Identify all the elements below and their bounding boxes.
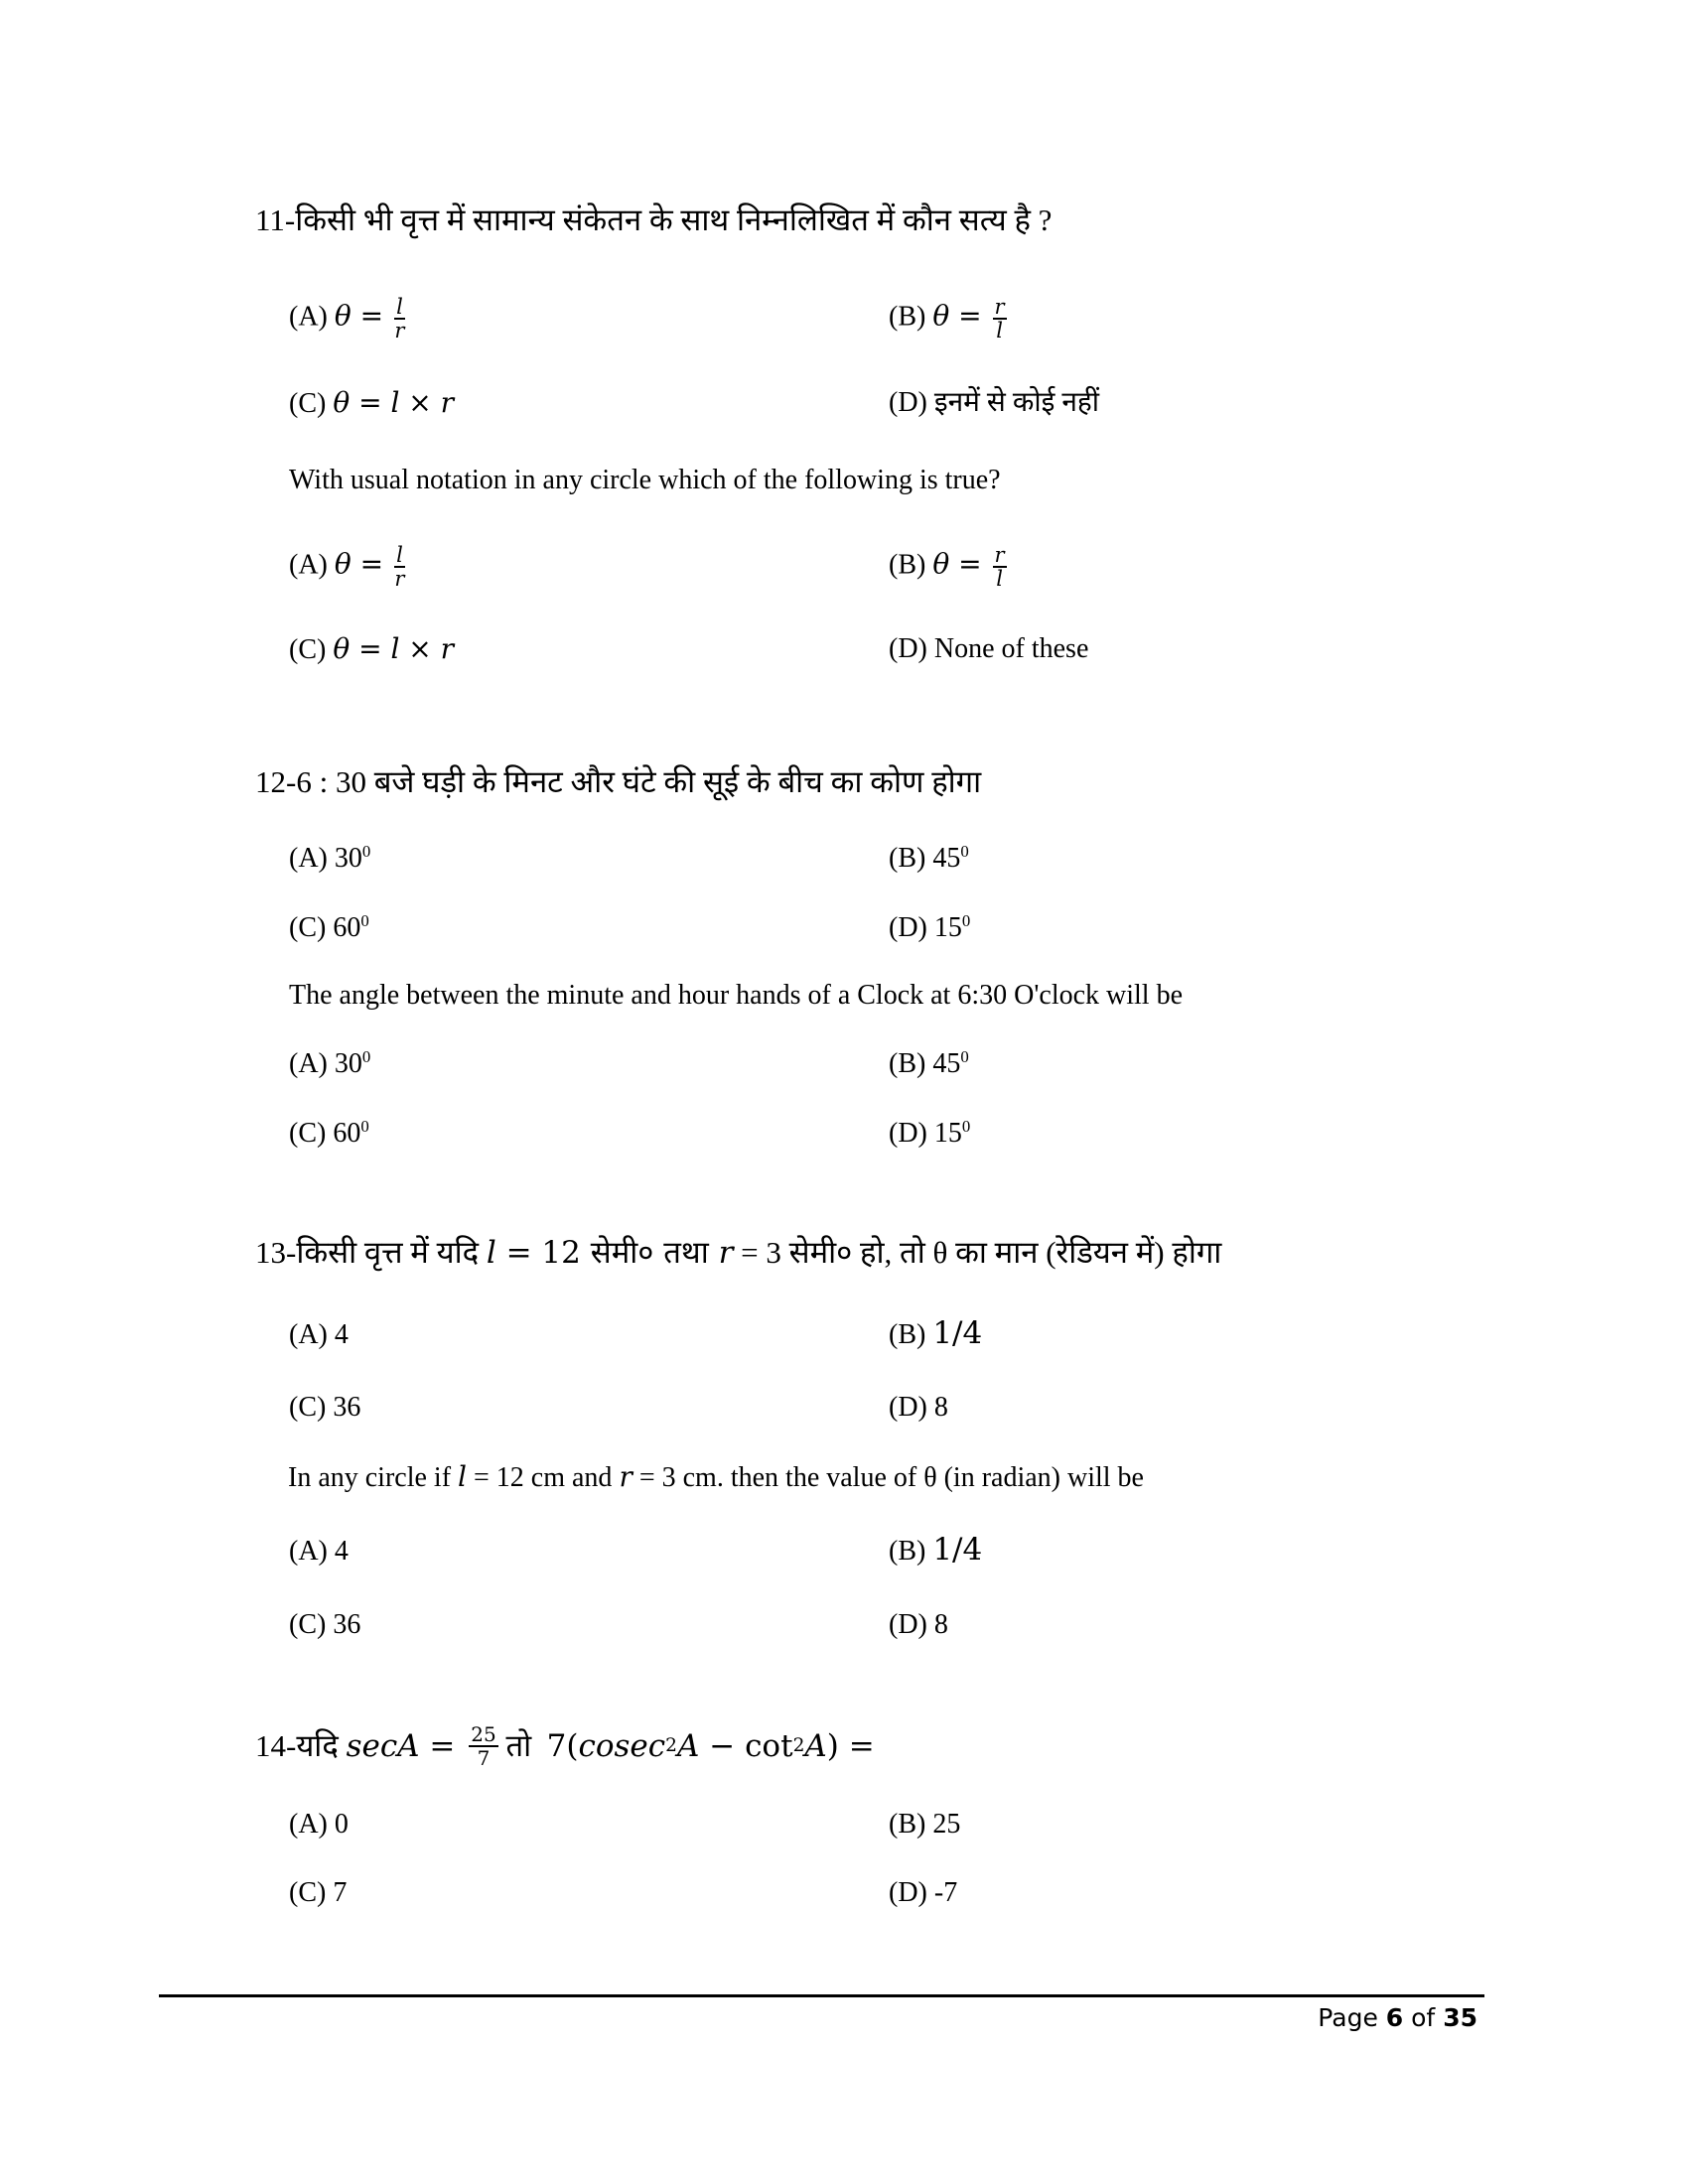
page-number: Page 6 of 35: [1318, 2003, 1477, 2032]
q11-en-option-a: (A) θ = $\frac{l}{r}$: [289, 543, 405, 591]
question-13-hindi-prompt: 13-किसी वृत्त में यदि l = 12 सेमी० तथा r = 3 सेमी० हो, तो θ का मान (रेडियन में) होगा: [255, 1235, 1222, 1271]
q14-option-d: (D) -7: [889, 1877, 958, 1908]
q12-hi-option-b: (B) $45^0$: [889, 841, 969, 874]
q14-option-b: (B) 25: [889, 1809, 961, 1840]
q13-hi-option-c: (C) 36: [289, 1392, 361, 1423]
question-14-hindi-prompt: 14- यदि secA = $\frac{25}{7}$ तो 7( cosec 2 A − cot 2 A ) =: [255, 1722, 875, 1770]
q11-hi-option-d: (D) इनमें से कोई नहीं: [889, 387, 1099, 418]
fraction: $\frac{r}{l}$: [994, 543, 1005, 591]
q12-hi-option-c: (C) $60^0$: [289, 910, 369, 943]
footer-divider: [159, 1994, 1484, 1997]
question-11-english-prompt: With usual notation in any circle which of the following is true?: [289, 465, 1001, 495]
q12-en-option-d: (D) $15^0$: [889, 1116, 971, 1149]
fraction: $\frac{25}{7}$: [471, 1722, 496, 1770]
fraction: $\frac{l}{r}$: [394, 295, 405, 342]
fraction: $\frac{l}{r}$: [394, 543, 405, 591]
q13-en-option-c: (C) 36: [289, 1609, 361, 1640]
fraction: $\frac{r}{l}$: [994, 295, 1005, 342]
question-number: 11-: [255, 203, 296, 237]
question-number: 14-: [255, 1728, 297, 1763]
q12-en-option-c: (C) $60^0$: [289, 1116, 369, 1149]
q12-hi-option-d: (D) $15^0$: [889, 910, 971, 943]
q11-en-option-d: (D) None of these: [889, 633, 1089, 664]
q13-en-option-b: (B) 1/4: [889, 1532, 983, 1568]
q11-en-option-c: (C) θ = l × r: [289, 632, 455, 665]
q14-option-a: (A) 0: [289, 1809, 349, 1840]
q12-en-option-a: (A) $30^0$: [289, 1046, 371, 1079]
q12-hi-option-a: (A) $30^0$: [289, 841, 371, 874]
question-number: 13-: [255, 1235, 297, 1270]
q11-hi-option-a: (A) θ = $\frac{l}{r}$: [289, 295, 405, 342]
q13-hi-option-d: (D) 8: [889, 1392, 948, 1423]
q14-option-c: (C) 7: [289, 1877, 348, 1908]
question-number: 12-: [255, 764, 297, 799]
q13-hi-option-a: (A) 4: [289, 1319, 349, 1350]
question-12-english-prompt: The angle between the minute and hour hands of a Clock at 6:30 O'clock will be: [289, 980, 1184, 1011]
question-12-hindi-prompt: 12-6 : 30 बजे घड़ी के मिनट और घंटे की सूई के बीच का कोण होगा: [255, 764, 982, 799]
question-13-english-prompt: In any circle if l = 12 cm and r = 3 cm. then the value of θ (in radian) will be: [288, 1460, 1144, 1493]
q13-hi-option-b: (B) 1/4: [889, 1315, 983, 1351]
q12-en-option-b: (B) $45^0$: [889, 1046, 969, 1079]
q11-hi-option-b: (B) θ = $\frac{r}{l}$: [889, 295, 1005, 342]
q13-en-option-a: (A) 4: [289, 1536, 349, 1567]
question-11-hindi-prompt: 11-किसी भी वृत्त में सामान्य संकेतन के साथ निम्नलिखित में कौन सत्य है ?: [255, 203, 1053, 237]
q11-en-option-b: (B) θ = $\frac{r}{l}$: [889, 543, 1005, 591]
q13-en-option-d: (D) 8: [889, 1609, 948, 1640]
q11-hi-option-c: (C) θ = l × r: [289, 386, 455, 419]
